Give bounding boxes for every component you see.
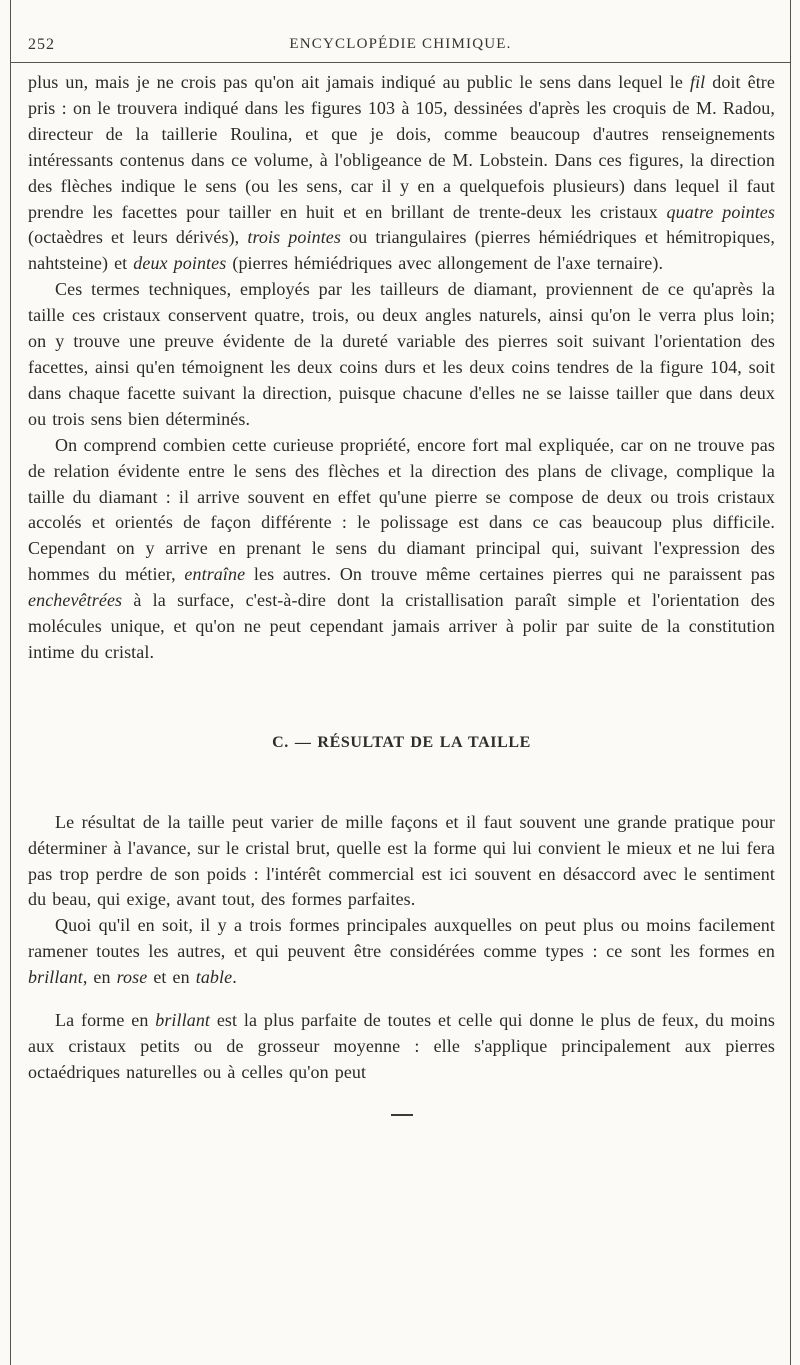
paragraph: On comprend combien cette curieuse propriété, encore fort mal expliquée, car on ne trouve pas de relation évidente entre le sens des flèches et la direction des plans de clivage, complique la taille du diamant : il arrive souvent en effet qu'une pierre se compose de deux ou trois cristaux accolés et orientés de façon différente : le polissage est dans ce cas beaucoup plus difficile. Cependant on y arrive en prenant le sens du diamant principal qui, suivant l'expression des hommes du métier, entraîne les autres. On trouve même certaines pierres qui ne paraissent pas enchevêtrées à la surface, c'est-à-dire dont la cristallisation paraît simple et l'orientation des molécules unique, et qu'on ne peut cependant jamais arriver à polir par suite de la constitution intime du cristal. [28,434,775,662]
running-header [10,36,791,53]
paragraph: Le résultat de la taille peut varier de mille façons et il faut souvent une grande pratique pour déterminer à l'avance, sur le cristal brut, quelle est la forme qui lui convient le mieux et ne lui fera pas trop perdre de son poids : l'intérêt commercial est ici souvent en désaccord avec le sentiment du beau, qui exige, avant tout, des formes parfaites. [28,811,775,910]
page-body [28,70,775,1116]
section-heading: C. — RÉSULTAT DE LA TAILLE [272,733,531,751]
header-title: ENCYCLOPÉDIE CHIMIQUE. [289,36,512,52]
page-number: 252 [28,36,55,53]
left-border-rule [10,0,11,1365]
paragraph: plus un, mais je ne crois pas qu'on ait jamais indiqué au public le sens dans lequel le fil doit être pris : on le trouvera indiqué dans les figures 103 à 105, dessinées d'après les croquis de M. Radou, directeur de la taillerie Roulina, et que je dois, comme beaucoup d'autres renseignements intéressants contenus dans ce volume, à l'obligeance de M. Lobstein. Dans ces figures, la direction des flèches indique le sens (ou les sens, car il y en a quelquefois plusieurs) dans lequel il faut prendre les facettes pour tailler en huit et en brillant de trente-deux les cristaux quatre pointes (octaèdres et leurs dérivés), trois pointes ou triangulaires (pierres hémiédriques et hémitropiques, nahtsteine) et deux pointes (pierres hémiédriques avec allongement de l'axe ternaire). [28,72,776,274]
paragraph: La forme en brillant est la plus parfaite de toutes et celle qui donne le plus de feux, du moins aux cristaux petits ou de grosseur moyenne : elle s'applique principalement aux pierres octaédriques naturelles ou à celles qu'on peut [28,1010,775,1082]
header-divider-rule [10,62,791,63]
paragraph: Ces termes techniques, employés par les tailleurs de diamant, proviennent de ce qu'après la taille ces cristaux conservent quatre, trois, ou deux angles naturels, ainsi qu'on le verra plus loin; on y trouve une preuve évidente de la dureté variable des pierres soit suivant l'orientation des facettes, ainsi qu'en témoignent les deux coins durs et les deux coins tendres de la figure 104, soit dans chaque facette suivant la direction, puisque chacune d'elles ne se laisse tailler que dans deux ou trois sens bien déterminés. [28,279,775,429]
paragraph: Quoi qu'il en soit, il y a trois formes principales auxquelles on peut plus ou moins facilement ramener toutes les autres, et qui peuvent être considérées comme types : ce sont les formes en brillant, en rose et en table. [28,915,775,988]
right-border-rule [790,0,791,1365]
end-rule [391,1114,413,1116]
